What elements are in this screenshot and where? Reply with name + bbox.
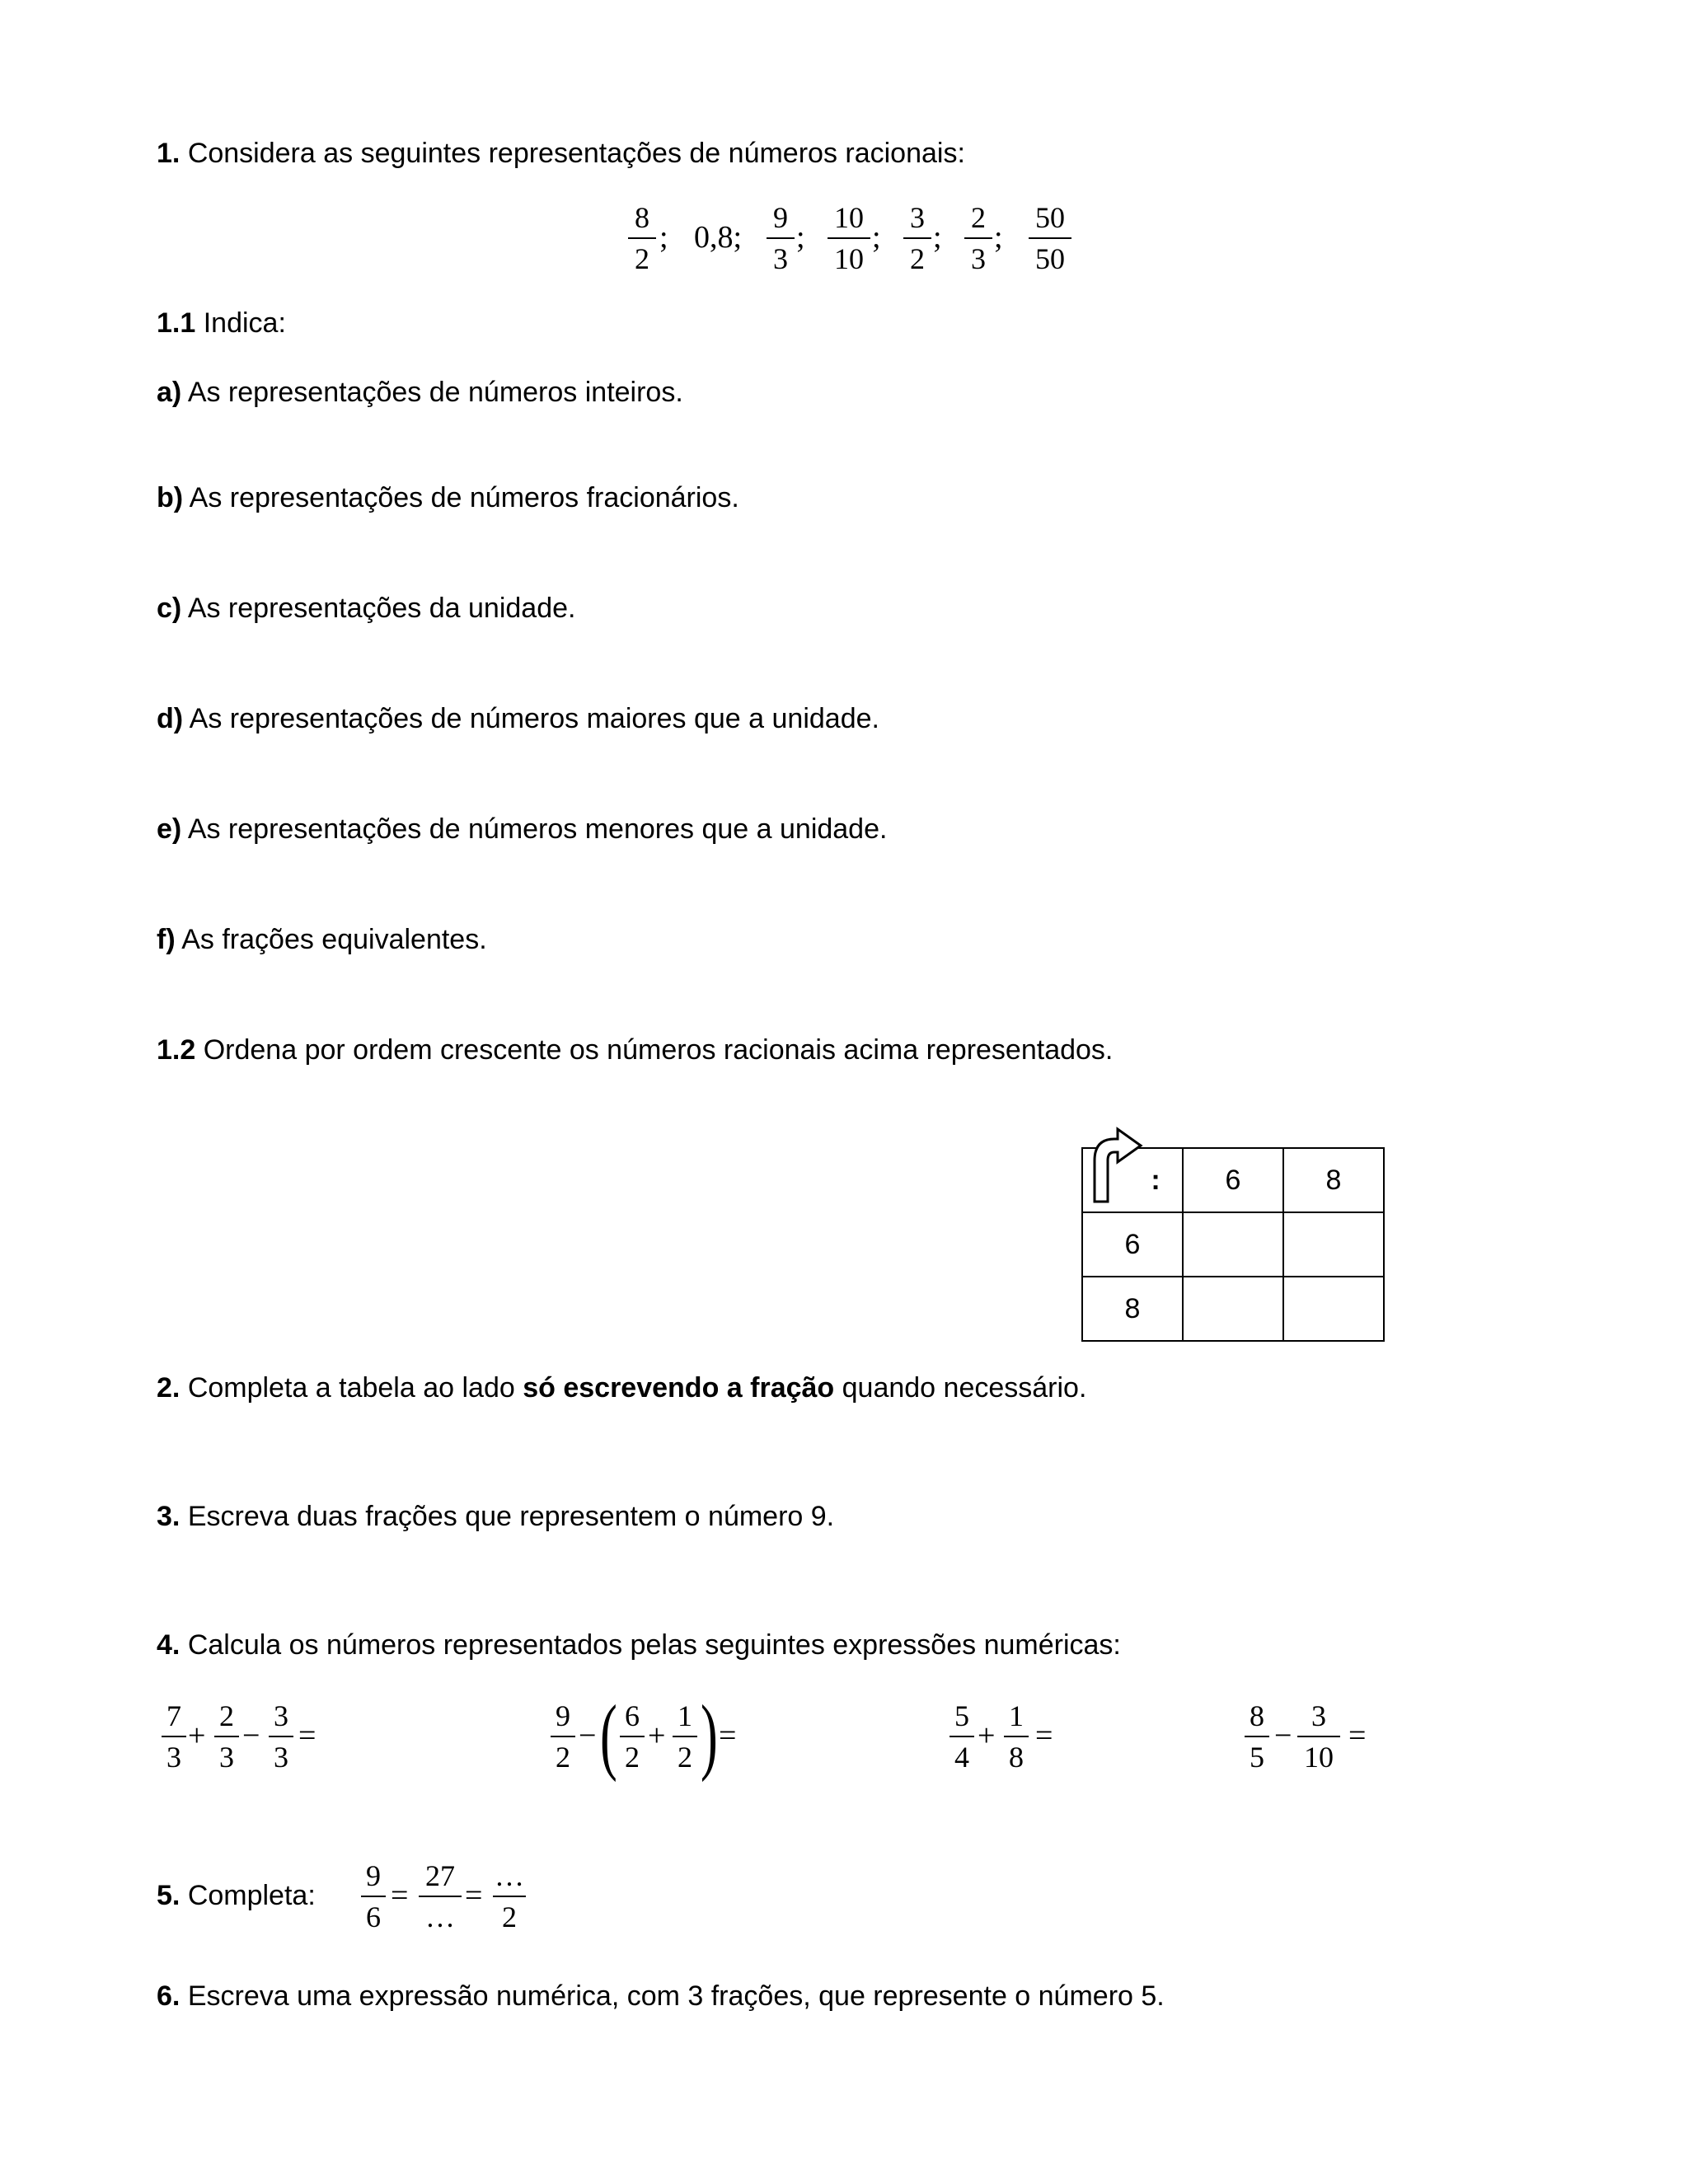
fraction-50-50: 50 50 xyxy=(1029,201,1071,275)
table-header-cell: : xyxy=(1082,1148,1183,1212)
separator: ; xyxy=(872,220,881,255)
table-answer-cell[interactable] xyxy=(1183,1212,1283,1277)
fraction-10-10: 10 10 xyxy=(828,201,870,275)
q11-item-b: b) As representações de números fracionários. xyxy=(157,482,739,513)
q11-item-d: d) As representações de números maiores que a unidade. xyxy=(157,703,879,734)
q11-heading xyxy=(157,307,286,340)
q11-number: 1.1 xyxy=(157,307,196,339)
q1-text xyxy=(157,137,965,170)
q6-number: 6. xyxy=(157,1980,181,2012)
table-answer-cell[interactable] xyxy=(1283,1212,1384,1277)
q6-prompt: Escreva uma expressão numérica, com 3 frações, que represente o número 5. xyxy=(187,1980,1165,2012)
q11-prompt: Indica: xyxy=(203,307,286,339)
q4-prompt: Calcula os números representados pelas seguintes expressões numéricas: xyxy=(187,1629,1121,1661)
separator: ; xyxy=(796,220,805,255)
q12-text xyxy=(157,1033,1113,1066)
separator: ; xyxy=(933,220,942,255)
q11-item-c: c) As representações da unidade. xyxy=(157,593,576,624)
separator: ; xyxy=(994,220,1003,255)
q2-number: 2. xyxy=(157,1372,181,1404)
table-header-cell: 6 xyxy=(1183,1148,1283,1212)
turn-arrow-icon xyxy=(1090,1121,1147,1203)
q12-prompt: Ordena por ordem crescente os números racionais acima representados. xyxy=(203,1034,1114,1066)
q6-text xyxy=(157,1980,1165,2013)
q11-item-f: f) As frações equivalentes. xyxy=(157,924,487,955)
fraction-9-3: 9 3 xyxy=(767,201,795,275)
q4-text xyxy=(157,1629,1121,1661)
division-table xyxy=(1081,1147,1385,1342)
table-answer-cell[interactable] xyxy=(1283,1277,1384,1341)
table-row-header: 6 xyxy=(1082,1212,1183,1277)
table-header-cell: 8 xyxy=(1283,1148,1384,1212)
q11-item-a: a) As representações de números inteiros. xyxy=(157,377,683,408)
table-row-header: 8 xyxy=(1082,1277,1183,1341)
q4-number: 4. xyxy=(157,1629,181,1661)
fraction-8-2: 8 2 xyxy=(628,201,656,275)
q5-number: 5. xyxy=(157,1880,181,1911)
q5-prompt: Completa: xyxy=(187,1880,316,1911)
q3-number: 3. xyxy=(157,1501,181,1532)
fraction-2-3: 2 3 xyxy=(964,201,992,275)
decimal-0-8: 0,8; xyxy=(694,220,743,255)
q1-prompt: Considera as seguintes representações de números racionais: xyxy=(187,138,965,169)
q2-text: 2. Completa a tabela ao lado só escrevendo a fração quando necessário. xyxy=(157,1372,1087,1404)
q11-item-e: e) As representações de números menores que a unidade. xyxy=(157,813,888,845)
q12-number: 1.2 xyxy=(157,1034,196,1066)
q3-text xyxy=(157,1500,834,1533)
separator: ; xyxy=(659,220,668,255)
q5-text xyxy=(157,1879,316,1912)
table-answer-cell[interactable] xyxy=(1183,1277,1283,1341)
q2-emphasis: só escrevendo a fração xyxy=(523,1372,835,1404)
q1-number: 1. xyxy=(157,138,181,169)
fraction-3-2: 3 2 xyxy=(903,201,931,275)
q3-prompt: Escreva duas frações que representem o número 9. xyxy=(187,1501,835,1532)
